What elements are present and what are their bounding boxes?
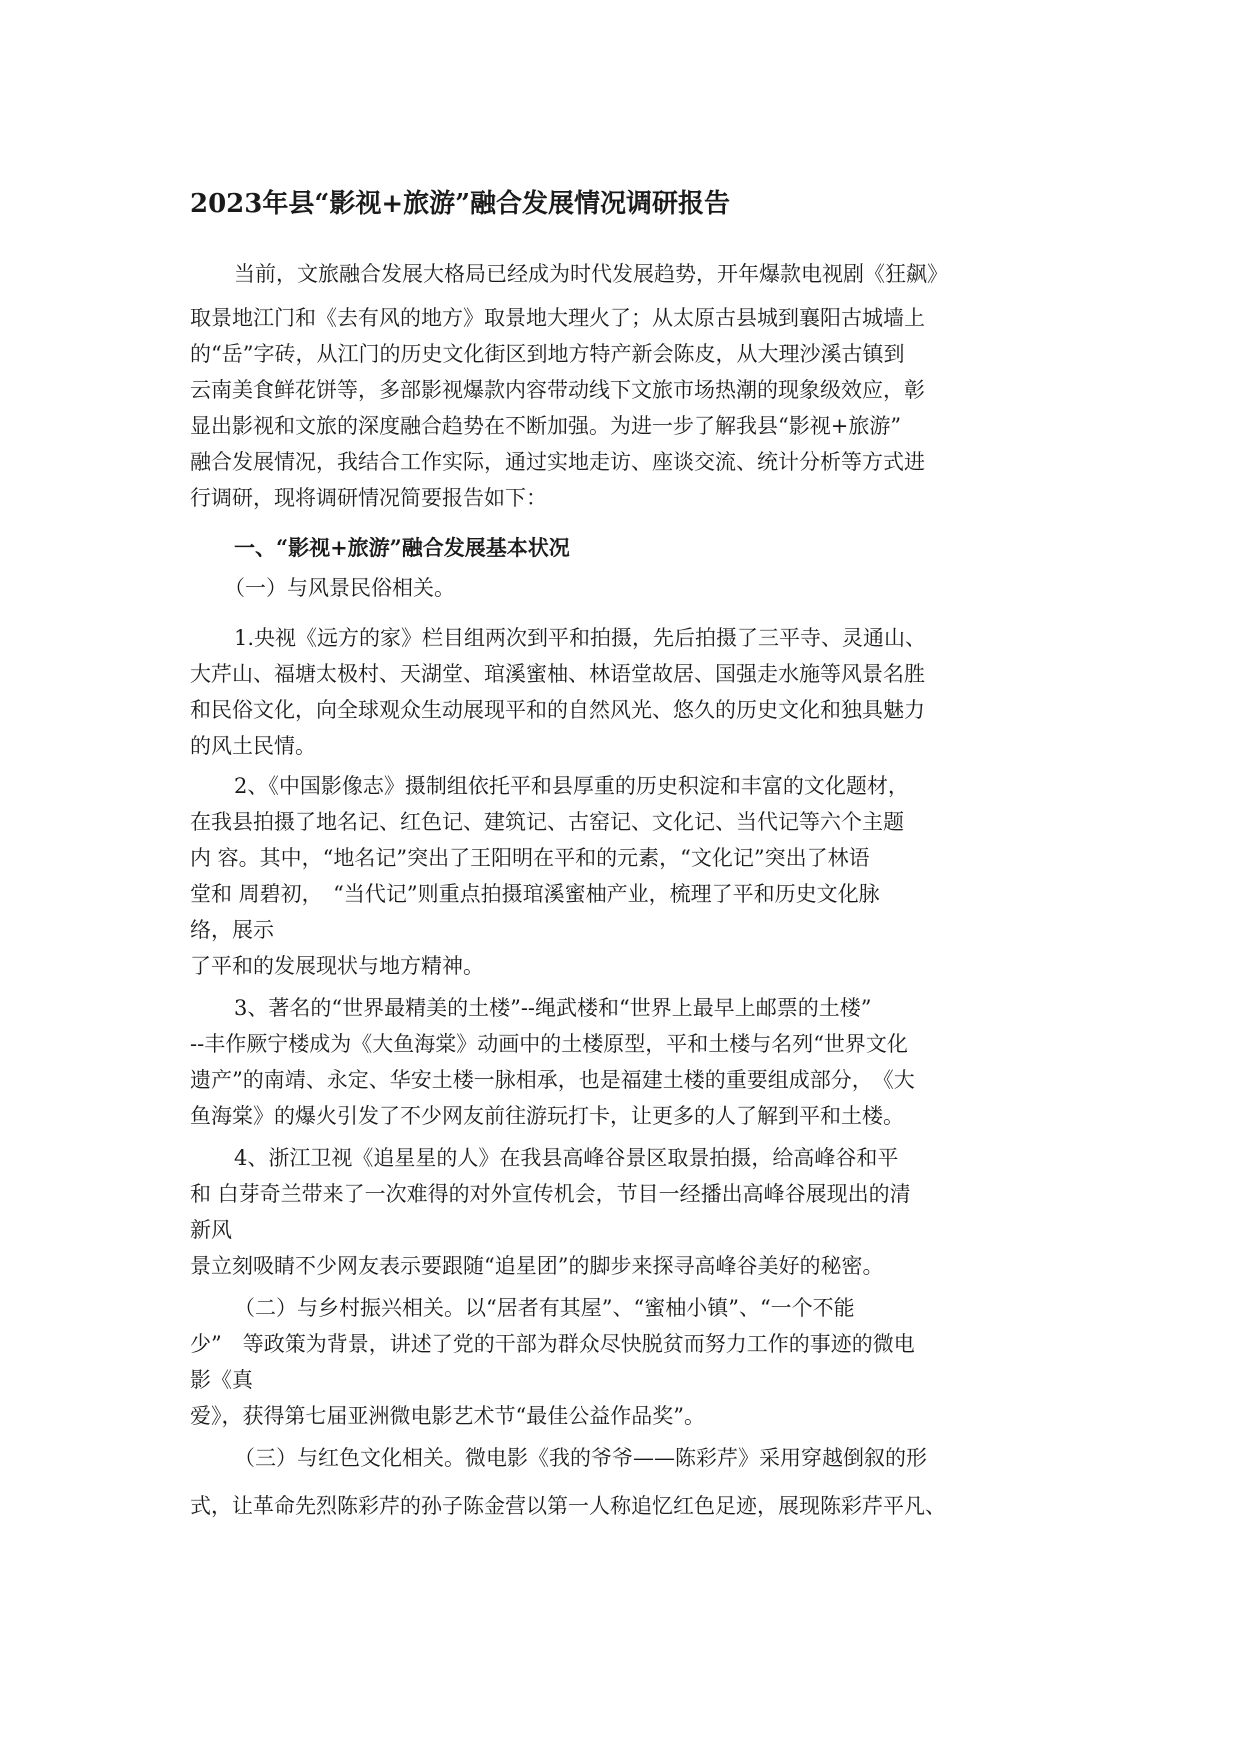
item-paragraph	[190, 1140, 1060, 1284]
paragraph-line: 了平和的发展现状与地方精神。	[190, 954, 484, 978]
paragraph-line: 式，让革命先烈陈彩芹的孙子陈金营以第一人称追忆红色足迹，展现陈彩芹平凡、	[190, 1494, 946, 1518]
paragraph-line: 景立刻吸睛不少网友表示要跟随“追星团”的脚步来探寻高峰谷美好的秘密。	[190, 1254, 884, 1278]
intro-line: 显出影视和文旅的深度融合趋势在不断加强。为进一步了解我县“影视+旅游”	[190, 414, 902, 438]
paragraph-line: --丰作厥宁楼成为《大鱼海棠》动画中的土楼原型，平和土楼与名列“世界文化	[190, 1032, 908, 1056]
paragraph-line: 内 容。其中，“地名记”突出了王阳明在平和的元素，“文化记”突出了林语	[190, 846, 870, 870]
paragraph-line: 在我县拍摄了地名记、红色记、建筑记、古窑记、文化记、当代记等六个主题	[190, 810, 904, 834]
subsection-heading	[190, 570, 1060, 606]
document-title: 2023年县“影视+旅游”融合发展情况调研报告	[190, 189, 731, 219]
paragraph-line: 遗产”的南靖、永定、华安土楼一脉相承，也是福建土楼的重要组成部分， 《大	[190, 1068, 915, 1092]
paragraph-line: 的风土民情。	[190, 734, 316, 758]
intro-paragraph	[190, 256, 1060, 516]
intro-line: 的“岳”字砖，从江门的历史文化街区到地方特产新会陈皮，从大理沙溪古镇到	[190, 342, 905, 366]
paragraph-line: 堂和 周碧初， “当代记”则重点拍摄琯溪蜜柚产业，梳理了平和历史文化脉	[190, 882, 880, 906]
paragraph-line: 大芹山、福塘太极村、天湖堂、琯溪蜜柚、林语堂故居、国强走水施等风景名胜	[190, 662, 925, 686]
intro-line: 取景地江门和《去有风的地方》取景地大理火了；从太原古县城到襄阳古城墙上	[190, 306, 925, 330]
item-paragraph	[190, 768, 1060, 984]
subsection-heading-text: （一）与风景民俗相关。	[224, 576, 455, 600]
subsection-paragraph	[190, 1440, 1060, 1524]
paragraph-line: 4、浙江卫视《追星星的人》在我县高峰谷景区取景拍摄，给高峰谷和平	[234, 1146, 899, 1170]
section-heading-text: 一、“影视+旅游”融合发展基本状况	[234, 535, 570, 560]
paragraph-line: 3、著名的“世界最精美的土楼”--绳武楼和“世界上最早上邮票的土楼”	[234, 996, 872, 1020]
paragraph-line: 和 白芽奇兰带来了一次难得的对外宣传机会，节目一经播出高峰谷展现出的清	[190, 1182, 911, 1206]
item-paragraph	[190, 990, 1060, 1134]
intro-line: 融合发展情况，我结合工作实际，通过实地走访、座谈交流、统计分析等方式进	[190, 450, 925, 474]
intro-line: 云南美食鲜花饼等，多部影视爆款内容带动线下文旅市场热潮的现象级效应，彰	[190, 378, 925, 402]
paragraph-line: 少” 等政策为背景，讲述了党的干部为群众尽快脱贫而努力工作的事迹的微电	[190, 1332, 915, 1356]
paragraph-line: 络，展示	[190, 918, 274, 942]
paragraph-line: （三）与红色文化相关。微电影《我的爷爷——陈彩芹》采用穿越倒叙的形	[234, 1446, 927, 1470]
intro-line: 当前，文旅融合发展大格局已经成为时代发展趋势，开年爆款电视剧《狂飙》	[234, 262, 948, 286]
paragraph-line: 新风	[190, 1218, 232, 1242]
subsection-paragraph	[190, 1290, 1060, 1434]
paragraph-line: （二）与乡村振兴相关。以“居者有其屋”、“蜜柚小镇”、“一个不能	[234, 1296, 855, 1320]
paragraph-line: 鱼海棠》的爆火引发了不少网友前往游玩打卡，让更多的人了解到平和土楼。	[190, 1104, 904, 1128]
section-heading	[190, 530, 1060, 566]
item-paragraph	[190, 620, 1060, 764]
intro-line: 行调研，现将调研情况简要报告如下：	[190, 486, 547, 510]
paragraph-line: 2、《中国影像志》摄制组依托平和县厚重的历史积淀和丰富的文化题材，	[234, 774, 909, 798]
paragraph-line: 和民俗文化，向全球观众生动展现平和的自然风光、悠久的历史文化和独具魅力	[190, 698, 925, 722]
paragraph-line: 爱》，获得第七届亚洲微电影艺术节“最佳公益作品奖”。	[190, 1404, 705, 1428]
paragraph-line: 影《真	[190, 1368, 253, 1392]
paragraph-line: 1.央视《远方的家》栏目组两次到平和拍摄，先后拍摄了三平寺、灵通山、	[234, 626, 927, 650]
